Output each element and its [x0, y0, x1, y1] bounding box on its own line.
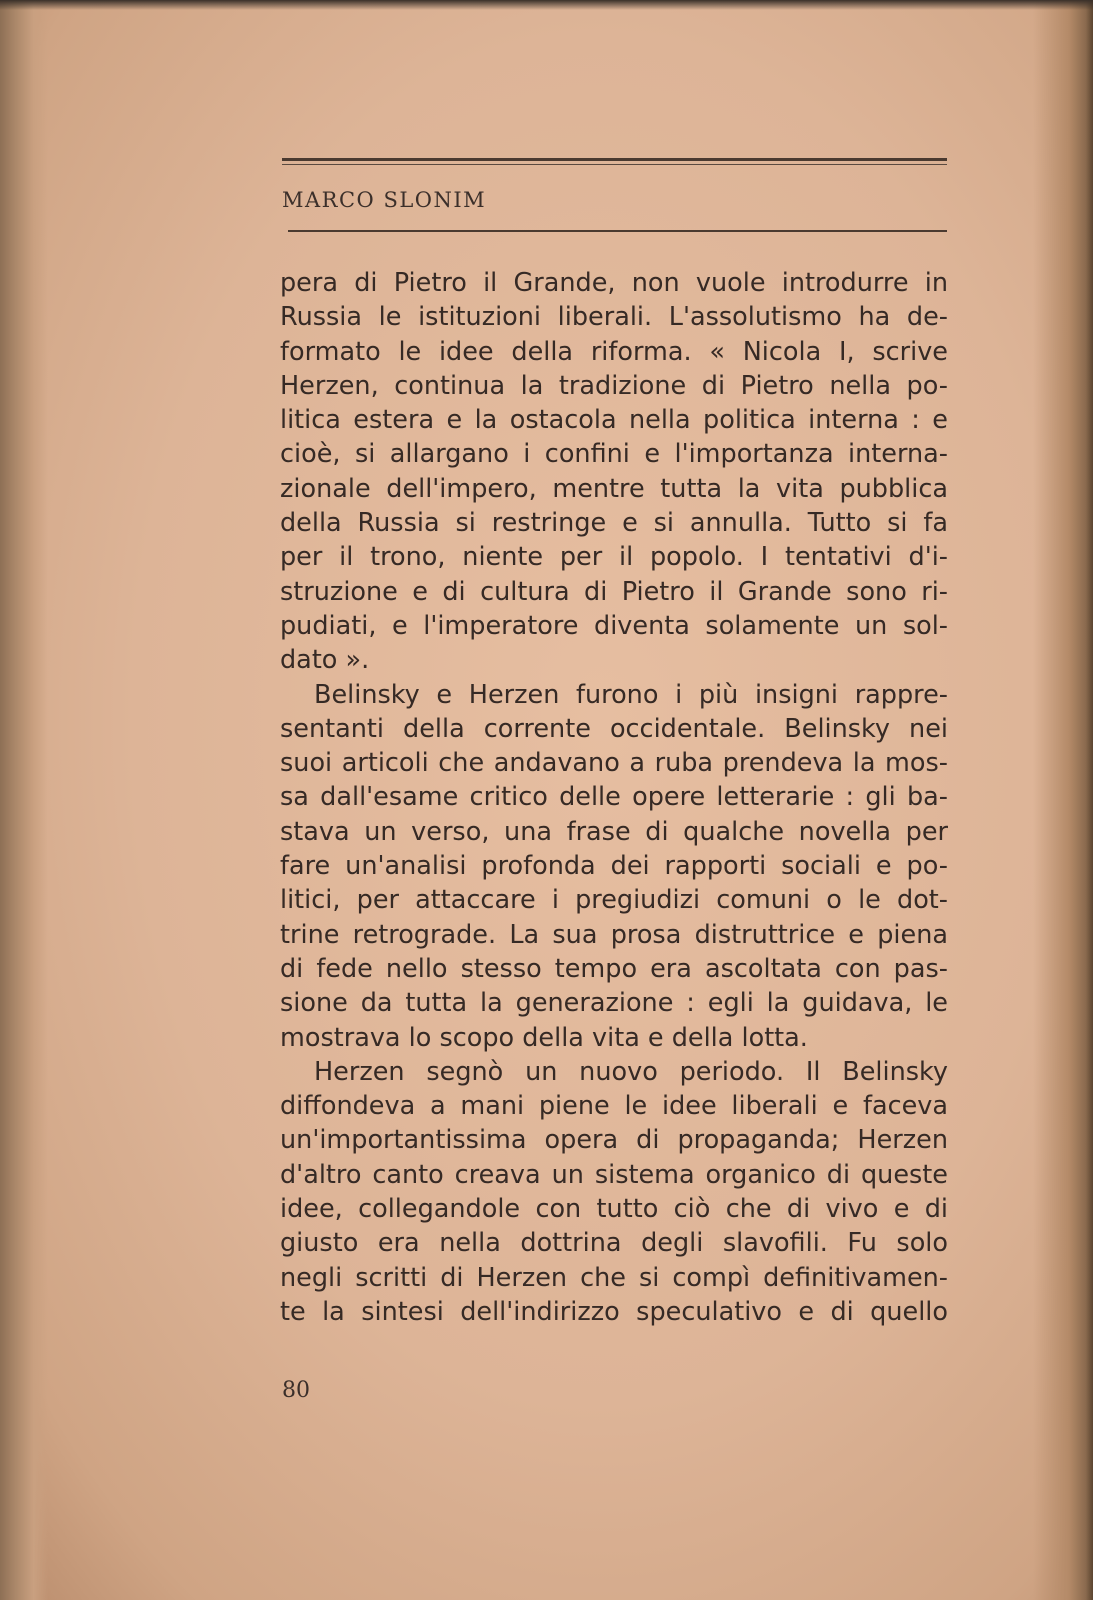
header-rule-thin [282, 164, 947, 165]
text-line: diffondeva a mani piene le idee liberali e faceva [280, 1091, 948, 1122]
text-line: suoi articoli che andavano a ruba prendeva la mos- [280, 748, 948, 779]
text-line: sione da tutta la generazione : egli la guidava, le [280, 988, 948, 1019]
text-line: di fede nello stesso tempo era ascoltata con pas- [280, 953, 948, 984]
text-line: formato le idee della riforma. « Nicola I, scrive [280, 336, 948, 367]
page-left-edge [0, 0, 48, 1600]
text-line: Russia le istituzioni liberali. L'assolutismo ha de- [280, 302, 948, 333]
text-line: trine retrograde. La sua prosa distruttrice e piena [280, 919, 948, 950]
text-line: idee, collegandole con tutto ciò che di vivo e di [280, 1194, 948, 1225]
page-right-edge [1033, 0, 1093, 1600]
text-line: Herzen segnò un nuovo periodo. Il Belinsky [314, 1056, 948, 1087]
text-line: pudiati, e l'imperatore diventa solamente un sol- [280, 610, 948, 641]
text-line: un'importantissima opera di propaganda; Herzen [280, 1125, 948, 1156]
text-line: struzione e di cultura di Pietro il Grande sono ri- [280, 576, 948, 607]
text-line: sa dall'esame critico delle opere letterarie : gli ba- [280, 782, 948, 813]
text-line: d'altro canto creava un sistema organico di queste [280, 1159, 948, 1190]
page-number: 80 [282, 1378, 310, 1403]
running-head: MARCO SLONIM [282, 188, 487, 212]
text-line: Belinsky e Herzen furono i più insigni rappre- [314, 679, 948, 710]
running-head-rule [288, 230, 947, 232]
body-text [280, 266, 948, 1329]
text-line: te la sintesi dell'indirizzo speculativo e di quello [280, 1296, 948, 1327]
text-line: negli scritti di Herzen che si compì definitivamen- [280, 1262, 948, 1293]
text-line: zionale dell'impero, mentre tutta la vita pubblica [280, 473, 948, 504]
text-line: giusto era nella dottrina degli slavofili. Fu solo [280, 1228, 948, 1259]
text-line: della Russia si restringe e si annulla. Tutto si fa [280, 508, 948, 539]
text-line: per il trono, niente per il popolo. I tentativi d'i- [280, 542, 948, 573]
text-line: pera di Pietro il Grande, non vuole introdurre in [280, 268, 948, 298]
header-rule-thick [282, 158, 947, 161]
text-line: mostrava lo scopo della vita e della lotta. [280, 1022, 808, 1053]
text-line: dato ». [280, 645, 370, 676]
text-line: cioè, si allargano i confini e l'importanza interna- [280, 439, 948, 470]
text-line: Herzen, continua la tradizione di Pietro nella po- [280, 370, 948, 401]
text-line: sentanti della corrente occidentale. Belinsky nei [280, 713, 948, 744]
text-line: litica estera e la ostacola nella politica interna : e [280, 405, 948, 436]
text-line: fare un'analisi profonda dei rapporti sociali e po- [280, 851, 948, 882]
text-line: litici, per attaccare i pregiudizi comuni o le dot- [280, 885, 948, 916]
page-top-edge [0, 0, 1093, 10]
text-line: stava un verso, una frase di qualche novella per [280, 816, 948, 847]
